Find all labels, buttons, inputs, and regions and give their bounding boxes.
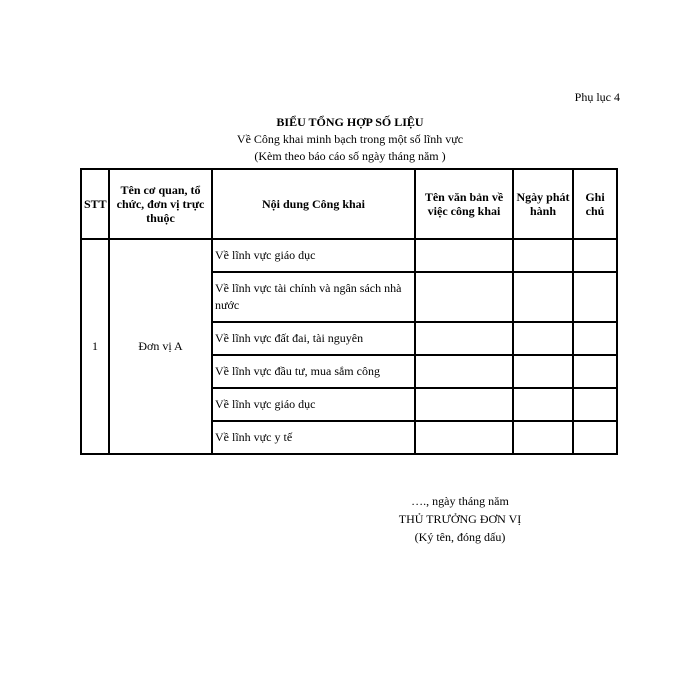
signature-note: (Ký tên, đóng dấu) [414,530,506,544]
cell-note [573,322,617,355]
cell-date [513,355,573,388]
cell-note [573,355,617,388]
cell-date [513,388,573,421]
cell-content: Về lĩnh vực đầu tư, mua sắm công [212,355,415,388]
report-reference: (Kèm theo báo cáo số ngày tháng năm ) [254,149,446,163]
summary-table [80,168,618,455]
report-title: BIỂU TỔNG HỢP SỐ LIỆU [276,115,424,129]
signature-title: THỦ TRƯỞNG ĐƠN VỊ [398,512,522,526]
header-content: Nội dung Công khai [212,169,415,239]
report-subtitle: Về Công khai minh bạch trong một số lĩnh vực [236,132,464,146]
header-document: Tên văn bản về việc công khai [415,169,513,239]
header-stt: STT [81,169,109,239]
cell-document [415,388,513,421]
header-note: Ghi chú [573,169,617,239]
cell-note [573,388,617,421]
cell-content: Về lĩnh vực giáo dục [212,239,415,272]
cell-note [573,272,617,322]
signature-date-line: …., ngày tháng năm [411,494,509,508]
cell-content: Về lĩnh vực đất đai, tài nguyên [212,322,415,355]
cell-date [513,239,573,272]
header-agency: Tên cơ quan, tổ chức, đơn vị trực thuộc [109,169,212,239]
cell-document [415,421,513,454]
title-block [80,114,620,165]
cell-date [513,421,573,454]
table-header-row [81,169,617,239]
cell-document [415,272,513,322]
table-row [81,239,617,272]
appendix-label: Phụ lục 4 [574,90,620,104]
cell-content: Về lĩnh vực y tế [212,421,415,454]
cell-agency: Đơn vị A [109,239,212,454]
header-date: Ngày phát hành [513,169,573,239]
cell-document [415,239,513,272]
cell-stt: 1 [81,239,109,454]
cell-document [415,355,513,388]
cell-content: Về lĩnh vực giáo dục [212,388,415,421]
cell-document [415,322,513,355]
cell-date [513,272,573,322]
signature-block [360,492,560,546]
cell-note [573,421,617,454]
cell-note [573,239,617,272]
cell-date [513,322,573,355]
cell-content: Về lĩnh vực tài chính và ngân sách nhà nước [212,272,415,322]
